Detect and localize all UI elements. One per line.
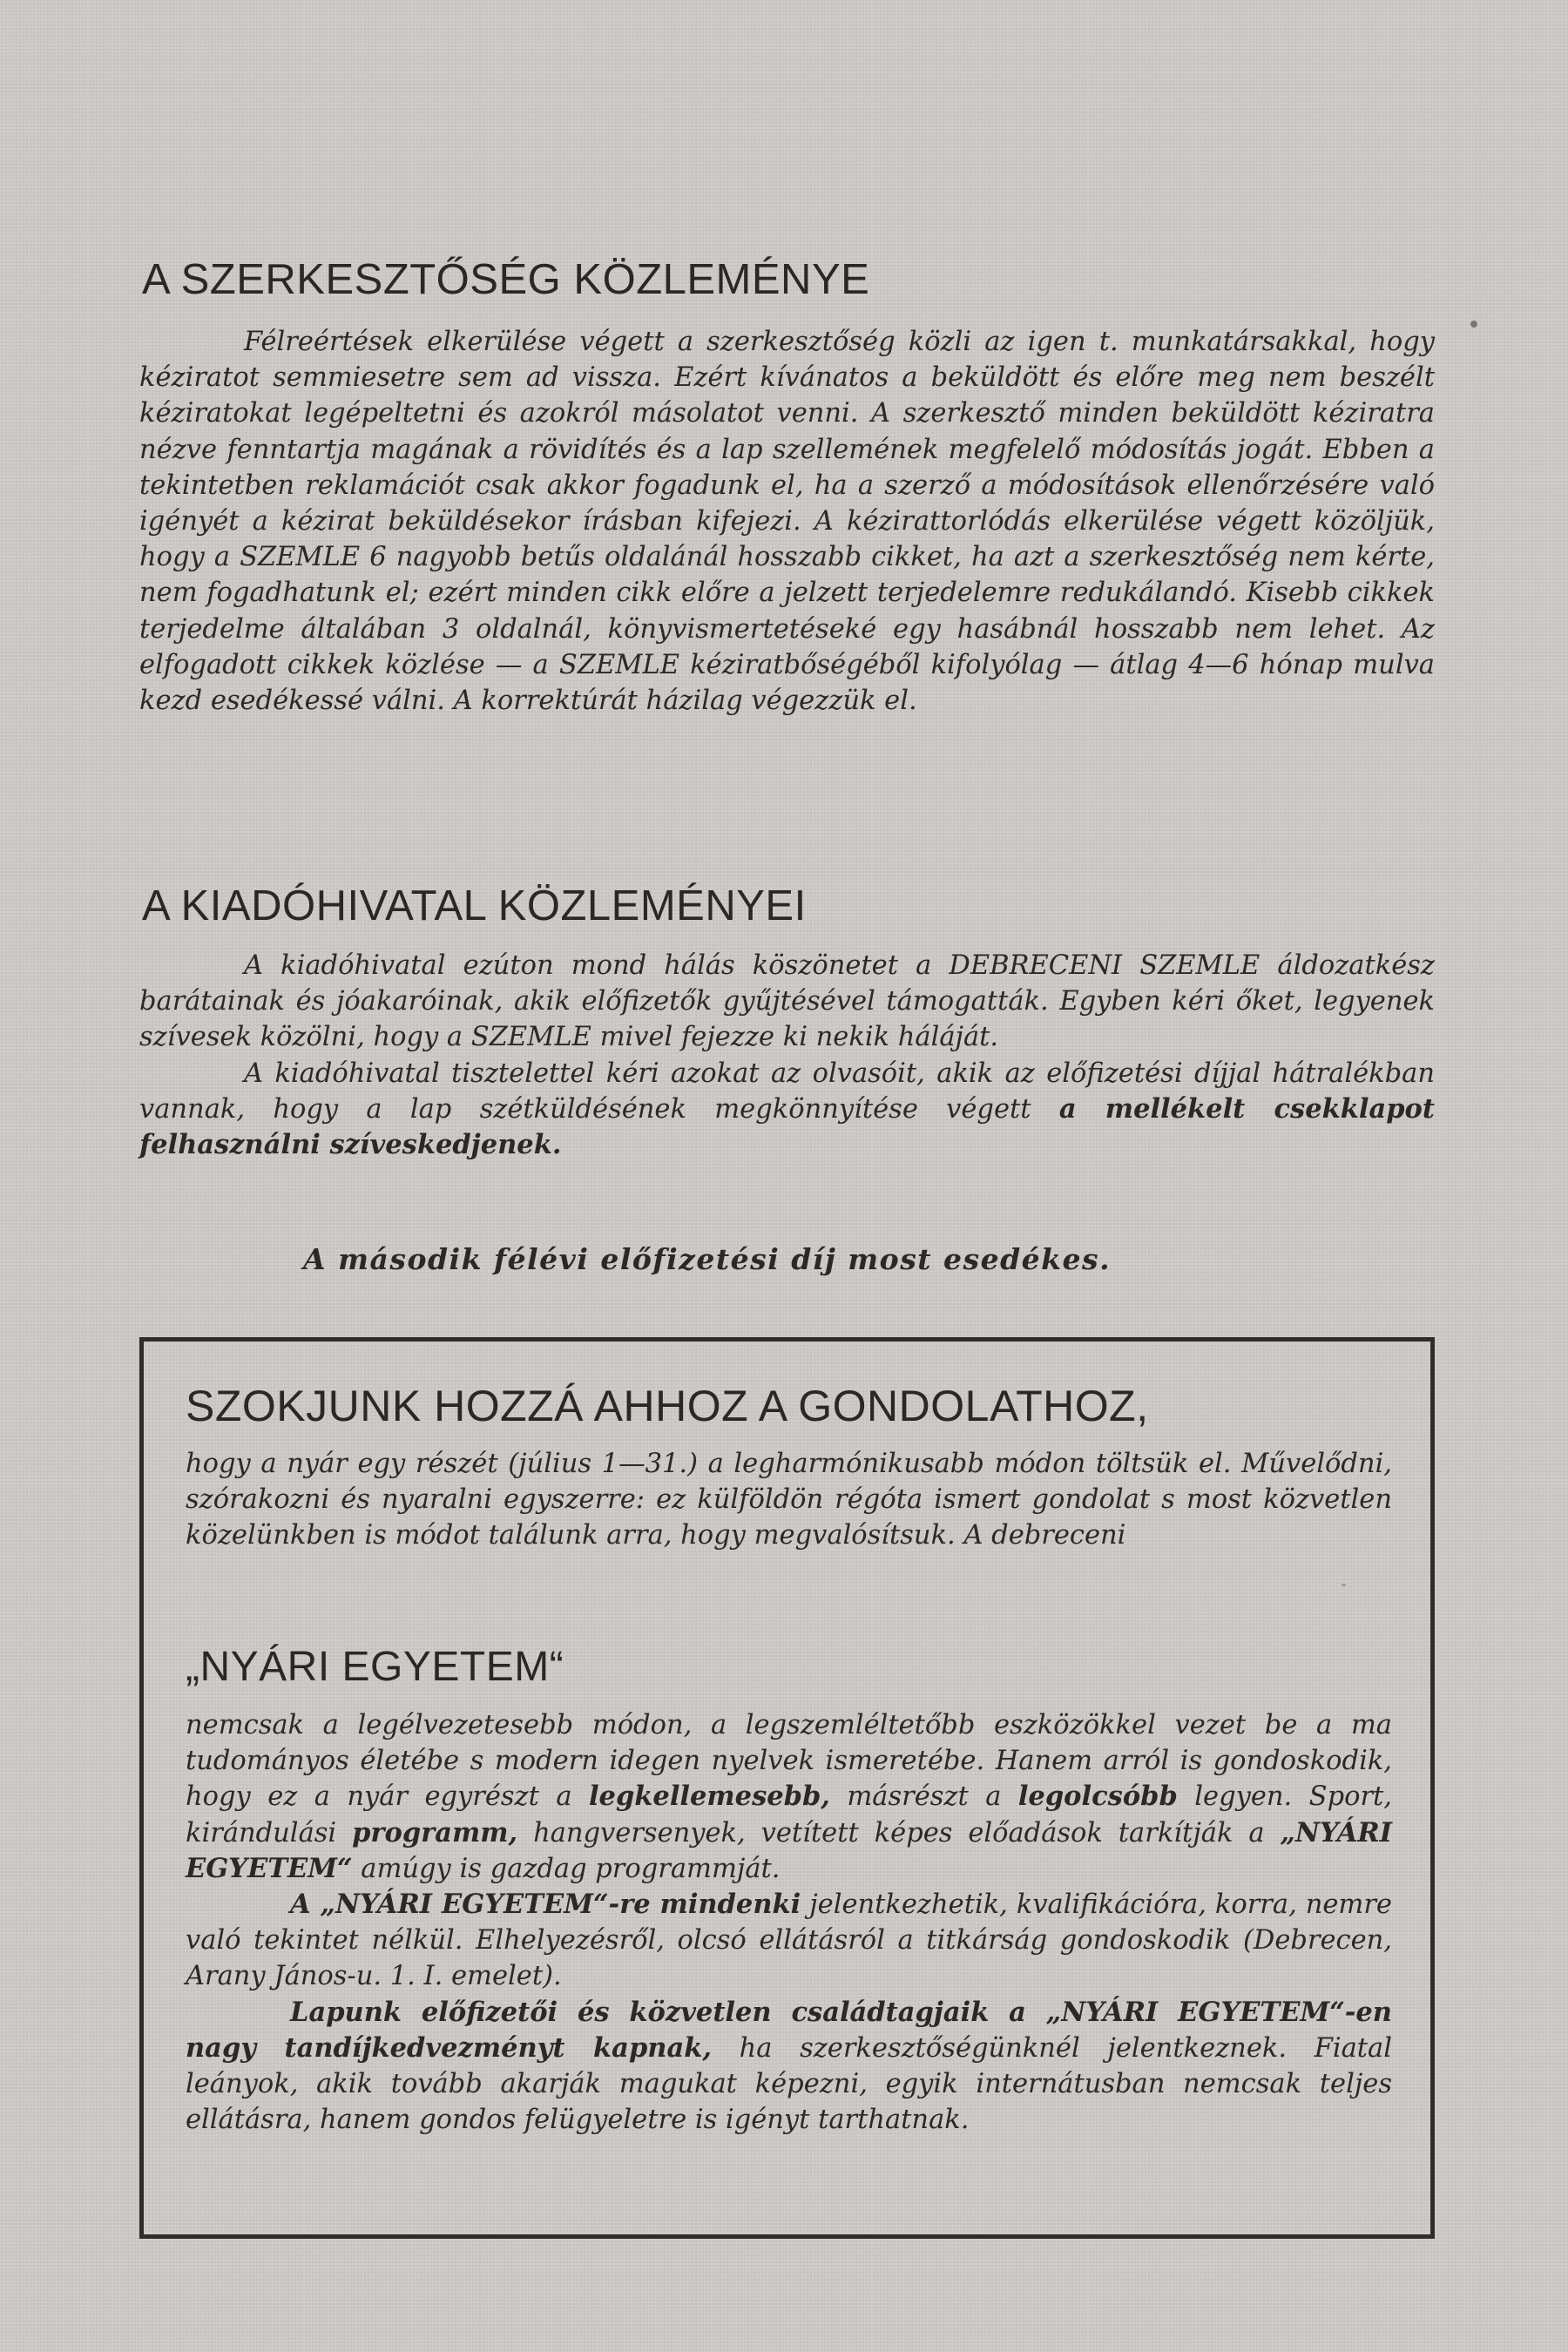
publisher-request-bold: a mellékelt csekklapot felhasználni szíveskedjenek. xyxy=(139,1092,1435,1161)
paper-speck xyxy=(1342,1584,1346,1586)
subscription-due-notice: A második félévi előfizetési díj most esedékes. xyxy=(303,1242,1112,1276)
publisher-thanks-paragraph: A kiadóhivatal ezúton mond hálás köszönetet a DEBRECENI SZEMLE áldozatkész barátainak és jóakaróinak, akik előfizetők gyűjtésével támogatták. Egyben kéri őket, legyenek szívesek közölni, hogy a SZEMLE mivel fejezze ki nekik háláját. xyxy=(139,950,1435,1053)
summer-university-heading: „NYÁRI EGYETEM“ xyxy=(186,1644,564,1690)
summer-university-paragraph-3: Lapunk előfizetői és közvetlen családtagjaik a „NYÁRI EGYETEM“-en nagy tandíjkedvezményt kapnak, ha szerkesztőségünknél jelentkeznek. Fiatal leányok, akik tovább akarják magukat képezni, egyik internátusban nemcsak teljes ellátásra, hanem gondos felügyeletre is igényt tarthatnak. xyxy=(186,1996,1392,2136)
editorial-notice-text: Félreértések elkerülése végett a szerkesztőség közli az igen t. munkatársakkal, hogy kéziratot semmiesetre sem ad vissza. Ezért kívánatos a beküldött és előre meg nem beszélt kéziratokat legépeltetni és azokról másolatot venni. A szerkesztő minden beküldött kéziratra nézve fenntartja magának a rövidítés és a lap szellemének megfelelő módosítás jogát. Ebben a tekintetben reklamációt csak akkor fogadunk el, ha a szerző a módosítások ellenőrzésére való igényét a kézirat beküldésekor írásban kifejezi. A kézirattorlódás elkerülése végett közöljük, hogy a SZEMLE 6 nagyobb betűs oldalánál hosszabb cikket, ha azt a szerkesztőség nem kérte, nem fogadhatunk el; ezért minden cikk előre a jelzett terjedelemre redukálandó. Kisebb cikkek terjedelme általában 3 oldalnál, könyvismertetéseké egy hasábnál hosszabb nem lehet. Az elfogadott cikkek közlése — a SZEMLE kéziratbőségéből kifolyólag — átlag 4—6 hónap mulva kezd esedékessé válni. A korrektúrát házilag végezzük el. xyxy=(139,327,1435,717)
publisher-notice-title: A KIADÓHIVATAL KÖZLEMÉNYEI xyxy=(142,882,807,929)
summer-university-title: SZOKJUNK HOZZÁ AHHOZ A GONDOLATHOZ, xyxy=(186,1382,1149,1430)
publisher-notice-text xyxy=(139,948,1435,1163)
summer-university-details xyxy=(186,1707,1392,2138)
publisher-request-paragraph xyxy=(139,1056,1435,1164)
summer-university-paragraph-2: A „NYÁRI EGYETEM“-re mindenki jelentkezhetik, kvalifikációra, korra, nemre való tekintet nélkül. Elhelyezésről, olcsó ellátásról a titkárság gondoskodik (Debrecen, Arany János-u. 1. I. emelet). xyxy=(186,1889,1392,1992)
paper-speck xyxy=(1470,321,1477,328)
editorial-notice-title: A SZERKESZTŐSÉG KÖZLEMÉNYE xyxy=(142,256,870,303)
summer-university-paragraph-1: nemcsak a legélvezetesebb módon, a legszemléltetőbb eszközökkel vezet be a ma tudományos életébe s modern idegen nyelvek ismeretébe. Hanem arról is gondoskodik, hogy ez a nyár egyrészt a legkellemesebb, másrészt a legolcsóbb legyen. Sport, kirándulási programm, hangversenyek, vetített képes előadások tarkítják a „NYÁRI EGYETEM“ amúgy is gazdag programmját. xyxy=(186,1710,1392,1884)
publisher-request-text: A kiadóhivatal tisztelettel kéri azokat az olvasóit, akik az előfizetési díjjal hátralékban vannak, hogy a lap szétküldésének megkönnyítése végett xyxy=(139,1058,1435,1125)
summer-university-intro: hogy a nyár egy részét (július 1—31.) a legharmónikusabb módon töltsük el. Művelődni, szórakozni és nyaralni egyszerre: ez külföldön régóta ismert gondolat s most közvetlen közelünkben is módot találunk arra, hogy megvalósítsuk. A debreceni xyxy=(186,1449,1392,1551)
